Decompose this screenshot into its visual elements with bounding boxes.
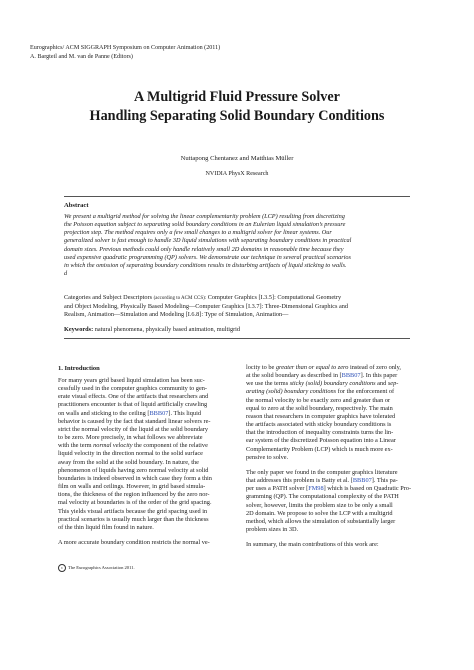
paper-title	[30, 88, 444, 126]
abstract-line: used expensive quadratic programming (QP) solvers. We demonstrate our technique in several practical scenarios	[64, 253, 351, 261]
abstract-line: the Poisson equation subject to separating solid boundary conditions in an Eulerian liquid simulation’s pressure	[64, 221, 346, 229]
text-span: for the enforcement of	[336, 388, 395, 396]
text-line: the artifacts associated with sticky boundary conditions is	[246, 421, 392, 429]
text-line	[246, 364, 440, 372]
text-line: the normal velocity to be exactly zero and greater than or	[246, 396, 391, 404]
text-line: film on walls and ceilings. However, in grid based simula-	[58, 483, 206, 491]
text-span: ] which is based on Quadratic Pro-	[323, 485, 412, 493]
text-line: practical scenarios is usually much larger than the thickness	[58, 515, 209, 523]
acm-ccs-note: (according to ACM CCS):	[153, 296, 207, 301]
emphasis: sep-	[387, 380, 399, 388]
text-line: 2D domain. We propose to solve the LCP with a multigrid	[246, 509, 393, 517]
text-span: ]. This pa-	[371, 477, 398, 485]
text-line	[246, 388, 440, 396]
emphasis: arating (solid) boundary conditions	[246, 388, 337, 396]
text-line: problem sizes in 3D.	[246, 525, 299, 533]
text-line: reason that researchers in computer graphics have tolerated	[246, 412, 396, 420]
text-line: behavior is caused by the fact that standard linear solvers re-	[58, 417, 211, 425]
keywords-label: Keywords:	[64, 326, 94, 333]
right-column	[246, 364, 440, 549]
citation-link[interactable]: BBB07	[341, 372, 361, 380]
text-span: ]. This liquid	[168, 409, 201, 417]
venue-header	[30, 44, 450, 62]
venue-line: Eurographics/ ACM SIGGRAPH Symposium on Computer Animation (2011)	[30, 45, 221, 51]
text-line: strict the normal velocity of the liquid at the solid boundary	[58, 425, 209, 433]
intro-paragraph-2: A more accurate boundary condition restricts the normal ve-	[58, 538, 210, 546]
text-span: instead of zero only,	[348, 364, 401, 371]
copyright-footer	[58, 564, 308, 572]
categories-line: and Object Modeling, Physically Based Modeling—Computer Graphics [I.3.7]: Three-Dimensional Graphics and	[64, 303, 349, 311]
emphasis: normal velocity	[93, 442, 133, 450]
categories-line: Realism, Animation—Simulation and Modeling [I.6.8]: Type of Simulation, Animation—	[64, 311, 289, 319]
text-line: erate visual effects. One of the artifacts that researchers and	[58, 393, 209, 401]
copyright-text: The Eurographics Association 2011.	[68, 565, 135, 571]
intro-paragraph-5: In summary, the main contributions of this work are:	[246, 541, 379, 549]
text-span: with the term	[58, 442, 94, 450]
text-line: method, which allows the simulation of substantially larger	[246, 517, 396, 525]
text-line: Complementarity Problem (LCP) which is much more ex-	[246, 445, 393, 453]
abstract-line: domain sizes. Previous methods could only handle relatively small 2D domains in reasonable time because they	[64, 245, 344, 253]
intro-paragraph-4	[246, 469, 440, 534]
text-span: per uses a PATH solver [	[246, 485, 309, 493]
text-line: cessfully used in the computer graphics community to gen-	[58, 385, 207, 393]
text-span: locity to be	[246, 364, 276, 371]
abstract-line: in which the omission of separating boundary conditions results in disturbing artifacts of liquid sticking to walls.	[64, 261, 347, 269]
text-line: of the thin liquid film found in nature.	[58, 523, 154, 531]
text-line	[246, 380, 440, 388]
text-span: at the solid boundary as described in [	[246, 372, 342, 380]
copyright-icon: c	[58, 564, 66, 572]
text-line: ear system of the discretized Poisson equation into a Linear	[246, 437, 396, 445]
text-line: This yields visual artifacts because the grid spacing used in	[58, 507, 208, 515]
abstract-bottom-rule	[64, 338, 410, 339]
citation-link[interactable]: BBB07	[352, 477, 372, 485]
text-line	[58, 442, 252, 450]
text-line: practitioners encounter is that of liquid artificially crawling	[58, 401, 208, 409]
text-span: the component of the relative	[132, 442, 208, 450]
text-line	[58, 410, 252, 418]
text-span: on walls and sticking to the ceiling [	[58, 409, 150, 417]
text-line: that the introduction of inequality constraints turns the lin-	[246, 429, 394, 437]
citation-link[interactable]: BBB07	[149, 409, 169, 417]
left-column	[58, 364, 252, 547]
title-line-1: A Multigrid Fluid Pressure Solver	[134, 89, 340, 105]
text-line: tions, the thickness of the region influenced by the zero nor-	[58, 491, 210, 499]
text-line: gramming (QP). The computational complexity of the PATH	[246, 493, 399, 501]
abstract-line: generalized solver is fast enough to handle 3D liquid simulations with separating boundary conditions in practical	[64, 237, 352, 245]
categories-prefix: Categories and Subject Descriptors	[64, 294, 152, 301]
text-line: solver, however, limits the problem size to be only a small	[246, 501, 393, 509]
title-line-2: Handling Separating Solid Boundary Conditions	[89, 108, 385, 124]
abstract-top-rule	[64, 196, 410, 197]
keywords-text: natural phenomena, physically based animation, multigrid	[93, 326, 241, 333]
acm-categories	[64, 294, 410, 319]
abstract-line: projection step. The method requires only a few small changes to a multigrid solver for linear systems. Our	[64, 229, 332, 237]
categories-text: Computer Graphics [I.3.5]: Computational Geometry	[206, 294, 342, 301]
section-heading: 1. Introduction	[58, 365, 100, 372]
text-line: For many years grid based liquid simulation has been suc-	[58, 377, 205, 384]
abstract-line: d	[64, 270, 68, 278]
text-line	[246, 477, 440, 485]
text-line: pensive to solve.	[246, 453, 289, 461]
text-line: boundaries is indeed observed in which case they form a thin	[58, 474, 212, 482]
text-line: equal to zero at the solid boundary, respectively. The main	[246, 404, 393, 412]
abstract-line: We present a multigrid method for solving the linear complementarity problem (LCP) resulting from discretizing	[64, 213, 345, 220]
text-line: liquid velocity in the direction normal to the solid surface	[58, 450, 203, 458]
emphasis: greater than or equal to zero	[275, 364, 349, 371]
text-line	[246, 372, 440, 380]
text-line: phenomenon of liquids having zero normal velocity at solid	[58, 466, 209, 474]
text-line: The only paper we found in the computer graphics literature	[246, 468, 398, 476]
text-line: mal velocity at boundaries is of the order of the grid spacing.	[58, 499, 212, 507]
text-span: that addresses this problem is Batty et al. [	[246, 477, 353, 485]
keywords	[64, 326, 410, 334]
text-line	[246, 485, 440, 493]
abstract-heading: Abstract	[64, 202, 89, 209]
text-line: away from the solid at the solid boundary. In nature, the	[58, 458, 199, 466]
text-span: ]. In this paper	[360, 372, 398, 380]
text-line: to be zero. More precisely, in what follows we abbreviate	[58, 434, 203, 442]
authors: Nuttapong Chentanez and Matthias Müller	[180, 155, 294, 162]
intro-paragraph-1	[58, 377, 252, 532]
text-span: we use the terms	[246, 380, 290, 388]
intro-paragraph-3	[246, 364, 440, 462]
emphasis: sticky (solid) boundary conditions	[289, 380, 376, 388]
abstract-body	[64, 213, 410, 278]
citation-link[interactable]: FM98	[308, 485, 324, 493]
text-span: and	[375, 380, 388, 388]
editors-line: A. Bargteil and M. van de Panne (Editors)	[30, 54, 133, 60]
affiliation: NVIDIA PhysX Research	[205, 171, 269, 177]
